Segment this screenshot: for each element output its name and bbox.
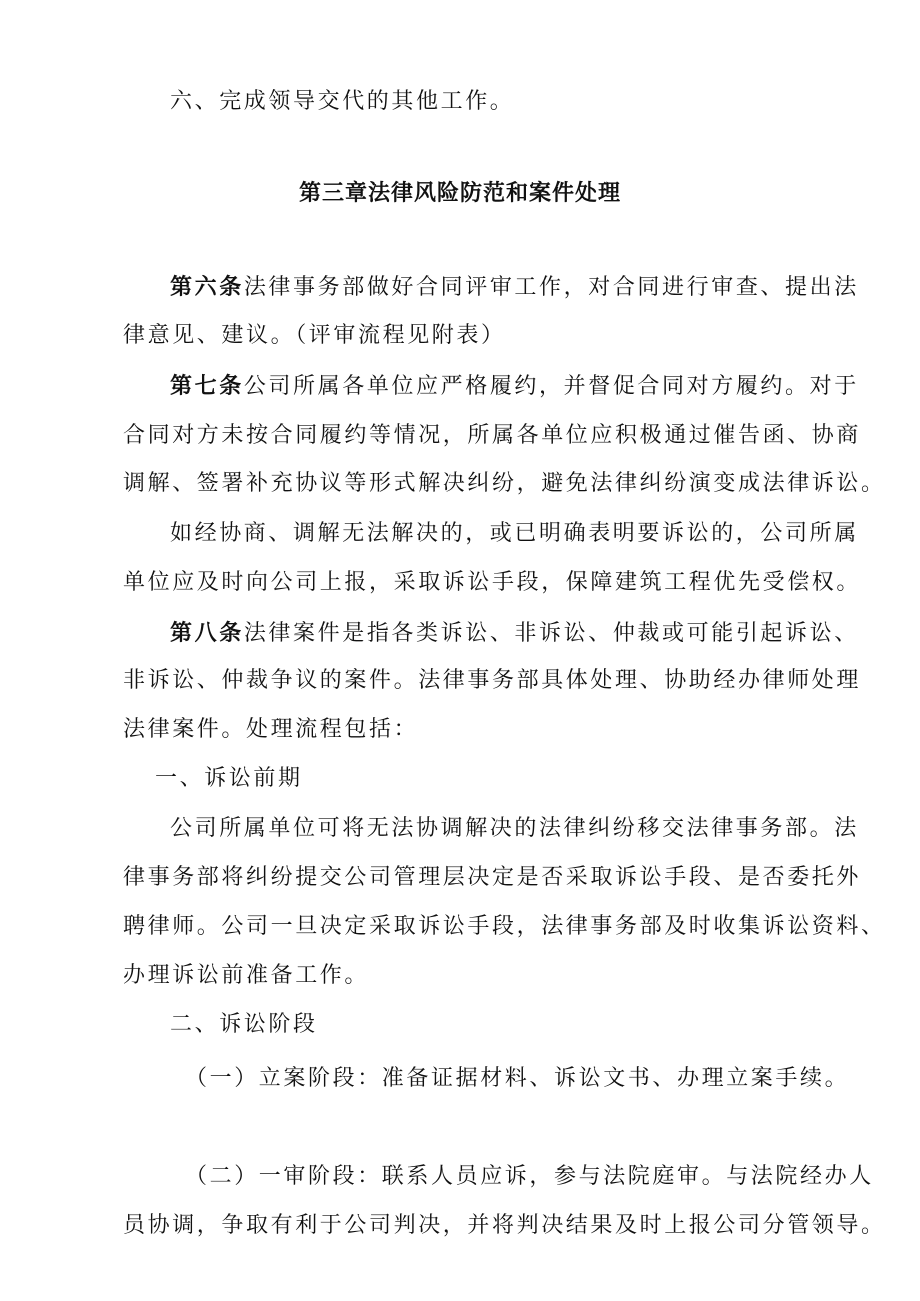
section-two-title: 二、诉讼阶段 <box>170 1012 318 1037</box>
article-seven-text-1: 公司所属各单位应严格履约，并督促合同对方履约。对于 <box>243 374 859 399</box>
section-one-line-2: 律事务部将纠纷提交公司管理层决定是否采取诉讼手段、是否委托外 <box>123 865 862 890</box>
item-six: 六、完成领导交代的其他工作。 <box>170 89 515 114</box>
section-one-line-1: 公司所属单位可将无法协调解决的法律纠纷移交法律事务部。法 <box>170 816 859 841</box>
paragraph-line-2: 单位应及时向公司上报，采取诉讼手段，保障建筑工程优先受偿权。 <box>123 570 862 595</box>
section-one-line-3: 聘律师。公司一旦决定采取诉讼手段，法律事务部及时收集诉讼资料、 <box>123 914 886 939</box>
article-seven-line-3: 调解、签署补充协议等形式解决纠纷，避免法律纠纷演变成法律诉讼。 <box>123 471 886 496</box>
section-one-line-4: 办理诉讼前准备工作。 <box>123 963 370 988</box>
section-two-item-1: （一）立案阶段：准备证据材料、诉讼文书、办理立案手续。 <box>185 1066 850 1091</box>
article-eight-line-3: 法律案件。处理流程包括： <box>123 717 419 742</box>
article-eight-line-1 <box>170 618 859 649</box>
chapter-title: 第三章法律风险防范和案件处理 <box>298 180 621 206</box>
section-one-title: 一、诉讼前期 <box>155 766 303 791</box>
article-eight-text-1: 法律案件是指各类诉讼、非诉讼、仲裁或可能引起诉讼、 <box>243 621 859 646</box>
article-six-line-1 <box>170 272 859 303</box>
article-six-line-2: 律意见、建议。（评审流程见附表） <box>123 323 506 348</box>
article-eight-label: 第八条 <box>170 620 244 646</box>
section-two-item-2-line-1: （二）一审阶段：联系人员应诉，参与法院庭审。与法院经办人 <box>185 1164 874 1189</box>
article-seven-line-1 <box>170 371 859 402</box>
article-six-label: 第六条 <box>170 274 244 300</box>
article-seven-label: 第七条 <box>170 373 244 399</box>
paragraph-line-1: 如经协商、调解无法解决的，或已明确表明要诉讼的，公司所属 <box>170 521 859 546</box>
section-two-item-2-line-2: 员协调，争取有利于公司判决，并将判决结果及时上报公司分管领导。 <box>123 1213 886 1238</box>
article-eight-line-2: 非诉讼、仲裁争议的案件。法律事务部具体处理、协助经办律师处理 <box>123 668 862 693</box>
article-six-text-1: 法律事务部做好合同评审工作，对合同进行审查、提出法 <box>243 275 859 300</box>
article-seven-line-2: 合同对方未按合同履约等情况，所属各单位应积极通过催告函、协商 <box>123 423 862 448</box>
